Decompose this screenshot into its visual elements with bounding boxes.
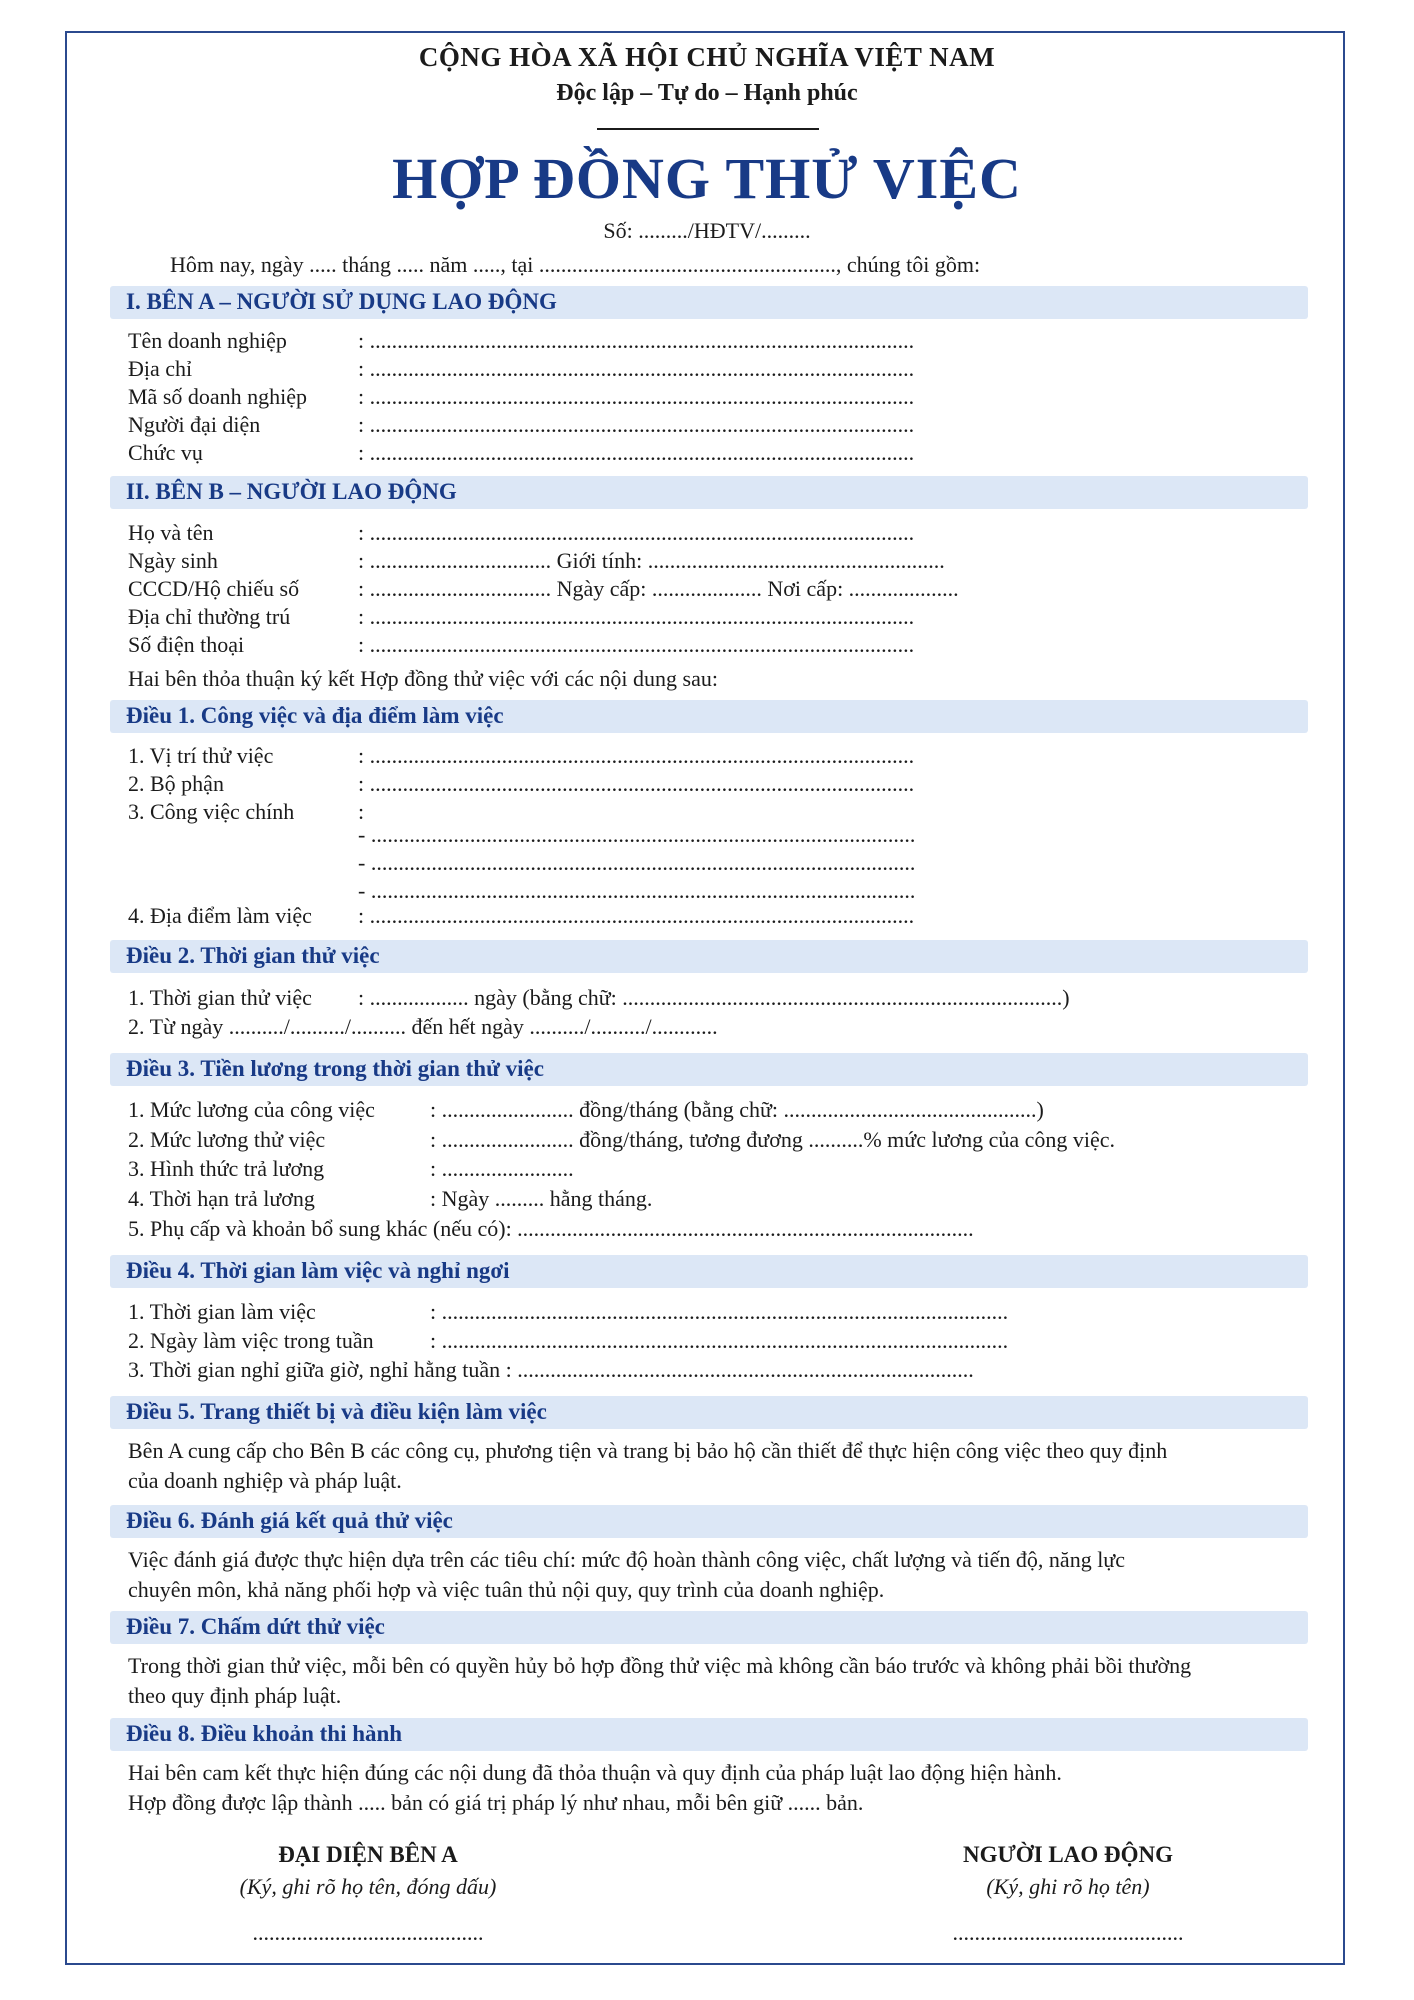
section-title: I. BÊN A – NGƯỜI SỬ DỤNG LAO ĐỘNG (126, 289, 557, 314)
field-blank[interactable]: : ................................. Ngày cấp: .................... Nơi cấp: .................... (358, 576, 959, 601)
field-label: Ngày sinh (128, 548, 218, 573)
field-label: 4. Thời hạn trả lương (128, 1186, 315, 1211)
field-label: 1. Vị trí thử việc (128, 743, 274, 768)
section-title: Điều 5. Trang thiết bị và điều kiện làm việc (126, 1399, 547, 1424)
agreement-text: Hai bên thỏa thuận ký kết Hợp đồng thử việc với các nội dung sau: (128, 666, 718, 691)
field-colon: : (358, 799, 365, 824)
field-blank[interactable]: : ................................................................................................... (358, 356, 915, 381)
section-title: Điều 8. Điều khoản thi hành (126, 1721, 403, 1746)
section-title: II. BÊN B – NGƯỜI LAO ĐỘNG (126, 479, 457, 504)
paragraph-line: Việc đánh giá được thực hiện dựa trên các tiêu chí: mức độ hoàn thành công việc, chất lượng và tiến độ, năng lực (128, 1547, 1125, 1572)
field-label: Người đại diện (128, 412, 261, 437)
paragraph-line: theo quy định pháp luật. (128, 1683, 342, 1708)
intro-line: Hôm nay, ngày ..... tháng ..... năm ....., tại ......................................................, chúng tôi gồm: (170, 252, 981, 277)
section-title: Điều 1. Công việc và địa điểm làm việc (126, 703, 504, 728)
signature-note-employee: (Ký, ghi rõ họ tên) (986, 1874, 1150, 1899)
signature-line-employee[interactable]: .......................................... (952, 1920, 1184, 1945)
signature-line-party-a[interactable]: .......................................... (252, 1920, 484, 1945)
field-blank[interactable]: : ................................................................................................... (358, 520, 915, 545)
field-blank[interactable]: : ................................. Giới tính: ...................................................... (358, 548, 945, 573)
paragraph-line: của doanh nghiệp và pháp luật. (128, 1468, 402, 1493)
section-header-article-6 (110, 1505, 1308, 1538)
document-number: Số: ........./HĐTV/......... (603, 218, 811, 243)
field-label: Địa chỉ (128, 356, 193, 381)
paragraph-line: chuyên môn, khả năng phối hợp và việc tuân thủ nội quy, quy trình của doanh nghiệp. (128, 1577, 885, 1602)
duty-blank[interactable]: - ................................................................................................... (358, 822, 916, 847)
field-blank[interactable]: : ....................................................................................................... (430, 1299, 1009, 1324)
section-header-article-1 (110, 700, 1308, 733)
field-label: 2. Ngày làm việc trong tuần (128, 1328, 374, 1353)
signature-title-party-a: ĐẠI DIỆN BÊN A (278, 1842, 458, 1867)
field-label: 1. Thời gian làm việc (128, 1299, 316, 1324)
national-title: CỘNG HÒA XÃ HỘI CHỦ NGHĨA VIỆT NAM (418, 42, 996, 72)
field-blank[interactable]: : ................................................................................................... (358, 412, 915, 437)
section-title: Điều 7. Chấm dứt thử việc (126, 1614, 385, 1639)
field-label: 2. Bộ phận (128, 771, 224, 796)
section-title: Điều 2. Thời gian thử việc (126, 943, 380, 968)
section-header-article-7 (110, 1611, 1308, 1644)
field-blank[interactable]: : ........................ đồng/tháng (bằng chữ: ..............................................) (430, 1097, 1044, 1122)
national-motto: Độc lập – Tự do – Hạnh phúc (556, 80, 858, 106)
signature-title-employee: NGƯỜI LAO ĐỘNG (963, 1842, 1173, 1867)
field-label: Số điện thoại (128, 632, 245, 657)
field-label: Chức vụ (128, 440, 203, 465)
section-header-article-4 (110, 1255, 1308, 1288)
field-label: 1. Thời gian thử việc (128, 985, 312, 1010)
field-label: CCCD/Hộ chiếu số (128, 576, 300, 601)
field-blank[interactable]: : ................................................................................................... (358, 328, 915, 353)
field-blank[interactable]: : ................................................................................................... (358, 903, 915, 928)
field-label: Địa chỉ thường trú (128, 604, 291, 629)
field-blank[interactable]: : ........................ đồng/tháng, tương đương ..........% mức lương của công việc. (430, 1127, 1116, 1152)
section-title: Điều 6. Đánh giá kết quả thử việc (126, 1508, 453, 1533)
section-header-article-3 (110, 1053, 1308, 1086)
field-label: 1. Mức lương của công việc (128, 1097, 375, 1122)
field-blank[interactable]: : ................................................................................................... (358, 743, 915, 768)
section-header-article-8 (110, 1718, 1308, 1751)
signature-note-party-a: (Ký, ghi rõ họ tên, đóng dấu) (239, 1874, 497, 1899)
motto-underline (597, 128, 819, 130)
field-blank[interactable]: : ....................................................................................................... (430, 1328, 1009, 1353)
duty-blank[interactable]: - ................................................................................................... (358, 850, 916, 875)
section-title: Điều 3. Tiền lương trong thời gian thử việc (126, 1056, 544, 1081)
section-header-party-b (110, 476, 1308, 509)
field-label: 3. Công việc chính (128, 799, 295, 824)
field-blank[interactable]: : ........................ (430, 1156, 574, 1181)
field-blank[interactable]: : ................................................................................................... (358, 440, 915, 465)
section-title: Điều 4. Thời gian làm việc và nghỉ ngơi (126, 1258, 510, 1283)
field-label: Tên doanh nghiệp (128, 328, 287, 353)
section-header-article-5 (110, 1396, 1308, 1429)
field-label: Mã số doanh nghiệp (128, 384, 308, 409)
section-header-article-2 (110, 940, 1308, 973)
paragraph-line[interactable]: Hợp đồng được lập thành ..... bản có giá trị pháp lý như nhau, mỗi bên giữ ...... bản. (128, 1790, 864, 1815)
field-blank[interactable]: : ................................................................................................... (358, 604, 915, 629)
field-blank[interactable]: : ................................................................................................... (358, 771, 915, 796)
rest-time-line[interactable]: 3. Thời gian nghỉ giữa giờ, nghỉ hằng tuần : ................................................................................... (128, 1357, 974, 1382)
field-blank[interactable]: : Ngày ......... hằng tháng. (430, 1186, 653, 1211)
document-title: HỢP ĐỒNG THỬ VIỆC (392, 146, 1022, 211)
paragraph-line: Trong thời gian thử việc, mỗi bên có quyền hủy bỏ hợp đồng thử việc mà không cần báo trước và không phải bồi thường (128, 1653, 1192, 1678)
field-blank[interactable]: : ................................................................................................... (358, 632, 915, 657)
paragraph-line: Hai bên cam kết thực hiện đúng các nội dung đã thỏa thuận và quy định của pháp luật lao động hiện hành. (128, 1760, 1062, 1785)
field-blank[interactable]: : ................................................................................................... (358, 384, 915, 409)
field-label: 2. Mức lương thử việc (128, 1127, 326, 1152)
date-range-line[interactable]: 2. Từ ngày ........../........../.......... đến hết ngày ........../........../............ (128, 1014, 718, 1039)
allowance-line[interactable]: 5. Phụ cấp và khoản bổ sung khác (nếu có): ................................................................................... (128, 1216, 974, 1241)
field-blank[interactable]: : .................. ngày (bằng chữ: ................................................................................) (358, 985, 1070, 1010)
section-header-party-a (110, 286, 1308, 319)
paragraph-line: Bên A cung cấp cho Bên B các công cụ, phương tiện và trang bị bảo hộ cần thiết để thực hiện công việc theo quy định (128, 1438, 1168, 1463)
field-label: 4. Địa điểm làm việc (128, 903, 312, 928)
field-label: Họ và tên (128, 520, 214, 545)
duty-blank[interactable]: - ................................................................................................... (358, 878, 916, 903)
field-label: 3. Hình thức trả lương (128, 1156, 325, 1181)
